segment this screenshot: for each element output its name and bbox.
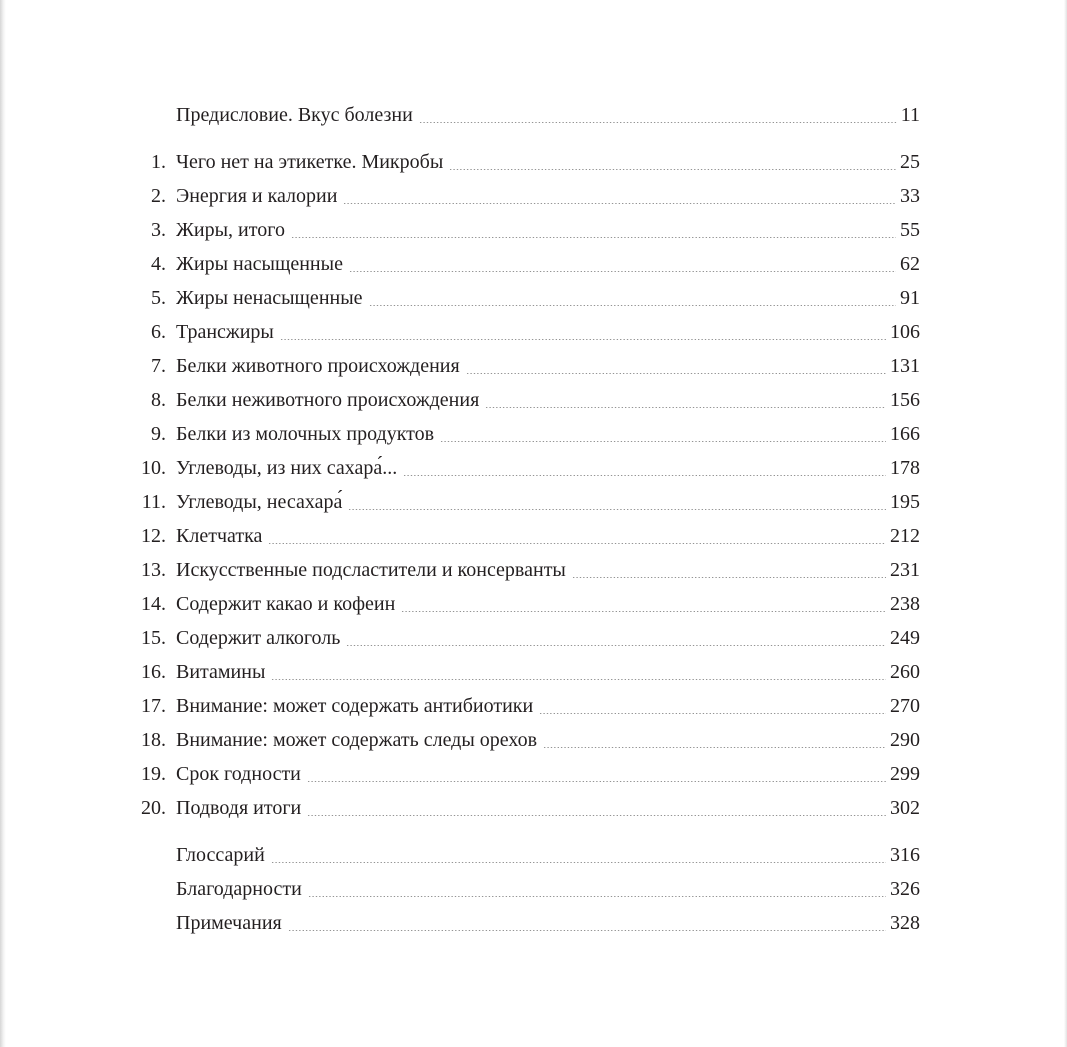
toc-entry-page: 326 <box>890 878 920 900</box>
toc-entry-number: 15. <box>141 627 166 649</box>
toc-entry-chapter <box>130 791 920 825</box>
dot-leader <box>268 536 886 544</box>
dot-leader <box>485 400 886 408</box>
toc-entry-page: 212 <box>890 525 920 547</box>
toc-entry-page: 131 <box>890 355 920 377</box>
table-of-contents <box>130 98 920 940</box>
dot-leader <box>539 706 886 714</box>
toc-entry-page: 249 <box>890 627 920 649</box>
dot-leader <box>346 638 886 646</box>
toc-entry-page: 166 <box>890 423 920 445</box>
toc-entry-title: Предисловие. Вкус болезни <box>176 104 413 126</box>
toc-entry-number: 13. <box>141 559 166 581</box>
toc-entry-chapter <box>130 655 920 689</box>
toc-entry-title: Белки животного происхождения <box>176 355 460 377</box>
toc-entry-title: Трансжиры <box>176 321 274 343</box>
toc-entry-chapter <box>130 723 920 757</box>
toc-entry-page: 231 <box>890 559 920 581</box>
toc-entry-chapter <box>130 485 920 519</box>
toc-entry-page: 260 <box>890 661 920 683</box>
dot-leader <box>271 672 886 680</box>
dot-leader <box>280 332 886 340</box>
toc-entry-title: Белки из молочных продуктов <box>176 423 435 445</box>
toc-entry-chapter <box>130 145 920 179</box>
toc-entry-number: 9. <box>151 423 166 445</box>
toc-entry-title: Жиры, итого <box>176 219 285 241</box>
toc-entry-number: 7. <box>151 355 166 377</box>
toc-entry-title: Жиры ненасыщенные <box>176 287 363 309</box>
toc-entry-page: 91 <box>900 287 920 309</box>
toc-entry-title: Срок годности <box>176 763 301 785</box>
toc-entry-number: 16. <box>141 661 166 683</box>
toc-entry-title: Углеводы, из них сахара́... <box>176 457 398 479</box>
toc-entry-number: 10. <box>141 457 166 479</box>
toc-entry-title: Глоссарий <box>176 844 265 866</box>
dot-leader <box>271 855 886 863</box>
toc-entry-page: 299 <box>890 763 920 785</box>
toc-entry-number: 18. <box>141 729 166 751</box>
toc-entry-title: Примечания <box>176 912 282 934</box>
toc-entry-page: 33 <box>900 185 920 207</box>
toc-entry-notes <box>130 906 920 940</box>
toc-entry-title: Искусственные подсластители и консерванты <box>176 559 566 581</box>
dot-leader <box>291 230 896 238</box>
page-edge-shadow <box>0 0 6 1047</box>
back-matter-list <box>130 838 920 940</box>
toc-entry-title: Углеводы, несахара́ <box>176 491 343 513</box>
toc-entry-number: 2. <box>151 185 166 207</box>
dot-leader <box>349 264 896 272</box>
dot-leader <box>543 740 886 748</box>
dot-leader <box>466 366 886 374</box>
toc-entry-number: 11. <box>141 491 166 513</box>
dot-leader <box>307 808 886 816</box>
toc-entry-title: Белки неживотного происхождения <box>176 389 480 411</box>
dot-leader <box>307 774 886 782</box>
toc-entry-page: 11 <box>900 104 920 126</box>
toc-entry-number: 1. <box>151 151 166 173</box>
toc-entry-page: 62 <box>900 253 920 275</box>
toc-entry-title: Внимание: может содержать антибиотики <box>176 695 534 717</box>
toc-entry-number: 3. <box>151 219 166 241</box>
toc-entry-chapter <box>130 213 920 247</box>
toc-entry-title: Содержит алкоголь <box>176 627 341 649</box>
toc-entry-page: 106 <box>890 321 920 343</box>
toc-entry-chapter <box>130 451 920 485</box>
toc-entry-title: Благодарности <box>176 878 302 900</box>
toc-entry-number: 20. <box>141 797 166 819</box>
toc-entry-number: 6. <box>151 321 166 343</box>
dot-leader <box>419 115 897 123</box>
toc-entry-chapter <box>130 757 920 791</box>
dot-leader <box>348 502 886 510</box>
toc-entry-page: 270 <box>890 695 920 717</box>
toc-entry-chapter <box>130 621 920 655</box>
toc-entry-chapter <box>130 349 920 383</box>
toc-entry-page: 238 <box>890 593 920 615</box>
toc-entry-title: Внимание: может содержать следы орехов <box>176 729 538 751</box>
toc-entry-number: 19. <box>141 763 166 785</box>
toc-entry-page: 55 <box>900 219 920 241</box>
toc-entry-chapter <box>130 247 920 281</box>
toc-entry-number: 12. <box>141 525 166 547</box>
toc-entry-chapter <box>130 281 920 315</box>
toc-entry-title: Содержит какао и кофеин <box>176 593 396 615</box>
dot-leader <box>369 298 896 306</box>
toc-entry-title: Клетчатка <box>176 525 263 547</box>
toc-entry-page: 328 <box>890 912 920 934</box>
toc-entry-title: Подводя итоги <box>176 797 302 819</box>
dot-leader <box>343 196 896 204</box>
toc-entry-page: 316 <box>890 844 920 866</box>
toc-entry-title: Энергия и калории <box>176 185 338 207</box>
toc-entry-number: 14. <box>141 593 166 615</box>
toc-entry-page: 156 <box>890 389 920 411</box>
toc-entry-number: 17. <box>141 695 166 717</box>
toc-entry-title: Витамины <box>176 661 266 683</box>
dot-leader <box>308 889 886 897</box>
toc-entry-chapter <box>130 315 920 349</box>
toc-entry-chapter <box>130 383 920 417</box>
toc-entry-chapter <box>130 519 920 553</box>
dot-leader <box>440 434 886 442</box>
toc-entry-chapter <box>130 417 920 451</box>
toc-entry-page: 25 <box>900 151 920 173</box>
chapter-list <box>130 145 920 825</box>
toc-entry-page: 302 <box>890 797 920 819</box>
toc-entry-preface <box>130 98 920 132</box>
toc-entry-chapter <box>130 587 920 621</box>
toc-entry-chapter <box>130 689 920 723</box>
toc-entry-acknowledgements <box>130 872 920 906</box>
dot-leader <box>449 162 896 170</box>
dot-leader <box>288 923 886 931</box>
dot-leader <box>403 468 886 476</box>
toc-entry-number: 4. <box>151 253 166 275</box>
toc-entry-number: 8. <box>151 389 166 411</box>
dot-leader <box>401 604 886 612</box>
toc-entry-page: 178 <box>890 457 920 479</box>
dot-leader <box>572 570 886 578</box>
toc-entry-number: 5. <box>151 287 166 309</box>
toc-entry-title: Жиры насыщенные <box>176 253 343 275</box>
toc-entry-glossary <box>130 838 920 872</box>
toc-entry-chapter <box>130 553 920 587</box>
toc-entry-title: Чего нет на этикетке. Микробы <box>176 151 444 173</box>
toc-entry-chapter <box>130 179 920 213</box>
toc-entry-page: 290 <box>890 729 920 751</box>
toc-entry-page: 195 <box>890 491 920 513</box>
